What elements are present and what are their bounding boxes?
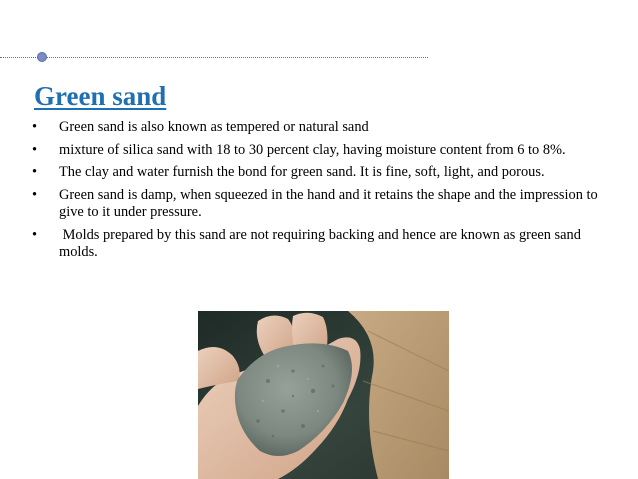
bullet-text: The clay and water furnish the bond for green sand. It is fine, soft, light, and porous.	[59, 164, 545, 180]
bullet-item	[32, 187, 612, 222]
hand-holding-sand-image	[198, 311, 449, 479]
bullet-text: Green sand is also known as tempered or natural sand	[59, 119, 369, 135]
bullet-mark: •	[32, 141, 38, 158]
bullet-item	[32, 119, 612, 137]
bullet-mark: •	[32, 226, 38, 243]
bullet-item	[32, 164, 612, 182]
bullet-text: mixture of silica sand with 18 to 30 percent clay, having moisture content from 6 to 8%.	[59, 141, 566, 158]
bullet-list	[32, 119, 612, 267]
slide-title: Green sand	[34, 81, 167, 111]
bullet-text: Molds prepared by this sand are not requiring backing and hence are known as green sand molds.	[59, 226, 585, 260]
divider-dot	[37, 52, 47, 62]
bullet-mark: •	[32, 119, 38, 135]
bullet-item	[32, 227, 612, 262]
bullet-text: Green sand is damp, when squeezed in the hand and it retains the shape and the impression to give to it under pressure.	[59, 186, 598, 220]
header-divider	[0, 57, 428, 58]
bullet-mark: •	[32, 186, 38, 203]
green-sand-hand-photo	[198, 311, 449, 479]
bullet-item	[32, 142, 612, 160]
bullet-mark: •	[32, 164, 38, 180]
